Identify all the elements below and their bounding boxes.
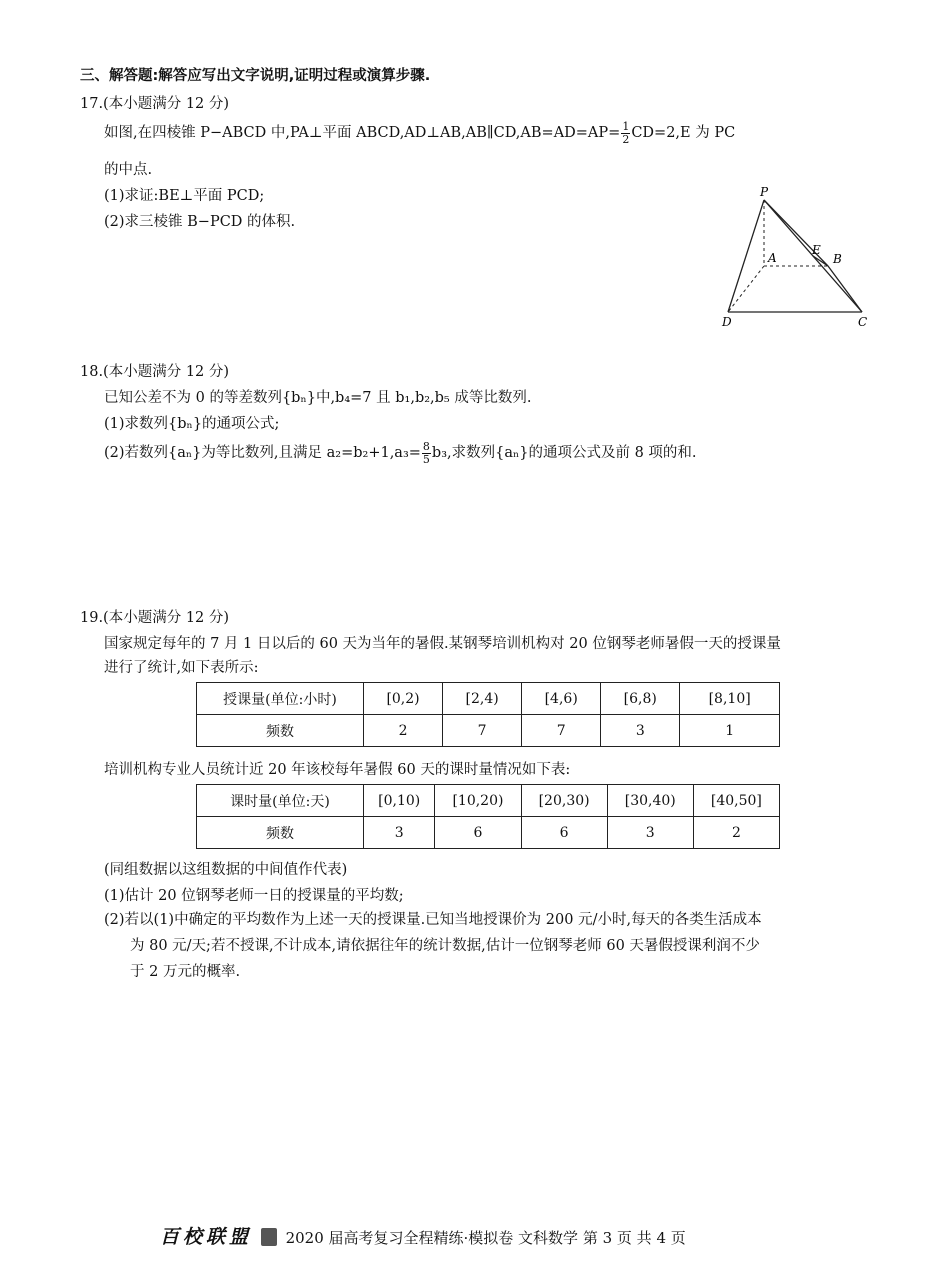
table-header-cell: [6,8)	[601, 683, 680, 715]
table-header-cell: [40,50]	[693, 785, 779, 817]
table-row	[197, 683, 780, 715]
label-P: P	[760, 185, 769, 199]
table-row	[197, 785, 780, 817]
page-footer	[160, 1222, 686, 1249]
table-row	[197, 817, 780, 849]
label-A: A	[768, 251, 777, 265]
table-header-cell: [0,2)	[364, 683, 443, 715]
q17-fraction: $\frac{1}{2}$	[622, 119, 630, 146]
table-cell: 7	[443, 715, 522, 747]
table-cell: 3	[607, 817, 693, 849]
table-header-cell: [8,10]	[680, 683, 780, 715]
table-header-cell: 课时量(单位:天)	[197, 785, 364, 817]
table-cell: 6	[521, 817, 607, 849]
q19-stem-line1: 国家规定每年的 7 月 1 日以后的 60 天为当年的暑假.某钢琴培训机构对 20 位钢琴老师暑假一天的授课量	[104, 636, 781, 652]
footer-text: 2020 届高考复习全程精练·模拟卷 文科数学 第 3 页 共 4 页	[285, 1229, 686, 1247]
q19-part2-line3: 于 2 万元的概率.	[130, 964, 241, 980]
q18-part2	[104, 440, 697, 466]
q17-header: 17.(本小题满分 12 分)	[80, 96, 230, 112]
table-cell: 2	[364, 715, 443, 747]
q18-header: 18.(本小题满分 12 分)	[80, 364, 230, 380]
table-cell: 6	[435, 817, 521, 849]
q18-part2-a: (2)若数列{aₙ}为等比数列,且满足 a₂=b₂+1,a₃=	[104, 445, 421, 461]
edge-BC	[828, 266, 862, 312]
q19-part1: (1)估计 20 位钢琴老师一日的授课量的平均数;	[104, 888, 404, 904]
table-header-cell: [10,20)	[435, 785, 521, 817]
edge-PD	[728, 200, 764, 312]
q17-stem-b: CD=2,E 为 PC	[631, 125, 736, 141]
label-D: D	[722, 315, 732, 329]
q17-stem-line2: 的中点.	[104, 162, 153, 178]
q17-part1: (1)求证:BE⊥平面 PCD;	[104, 188, 265, 204]
q19-mid-text: 培训机构专业人员统计近 20 年该校每年暑假 60 天的课时量情况如下表:	[104, 762, 571, 778]
class-days-table	[196, 784, 780, 849]
seal-icon	[261, 1228, 277, 1246]
label-C: C	[858, 315, 868, 329]
table-cell: 频数	[197, 715, 364, 747]
brand-logo: 百校联盟	[160, 1226, 253, 1248]
q18-part1: (1)求数列{bₙ}的通项公式;	[104, 416, 280, 432]
table-cell: 7	[522, 715, 601, 747]
table-header-cell: [2,4)	[443, 683, 522, 715]
q19-part2-line2: 为 80 元/天;若不授课,不计成本,请依据往年的统计数据,估计一位钢琴老师 60 天暑假授课利润不少	[130, 938, 760, 954]
label-B: B	[833, 252, 842, 266]
q19-part2-line1: (2)若以(1)中确定的平均数作为上述一天的授课量.已知当地授课价为 200 元/小时,每天的各类生活成本	[104, 912, 762, 928]
table-cell: 频数	[197, 817, 364, 849]
table-cell: 3	[364, 817, 435, 849]
table-cell: 3	[601, 715, 680, 747]
q18-part2-b: b₃,求数列{aₙ}的通项公式及前 8 项的和.	[431, 445, 697, 461]
table-row	[197, 715, 780, 747]
q18-fraction: $\frac{8}{5}$	[422, 439, 430, 466]
label-E: E	[812, 243, 821, 257]
table-header-cell: [4,6)	[522, 683, 601, 715]
q17-part2: (2)求三棱锥 B−PCD 的体积.	[104, 214, 296, 230]
q18-stem: 已知公差不为 0 的等差数列{bₙ}中,b₄=7 且 b₁,b₂,b₅ 成等比数列.	[104, 390, 532, 406]
q17-stem-a: 如图,在四棱锥 P−ABCD 中,PA⊥平面 ABCD,AD⊥AB,AB∥CD,AB=AD=AP=	[104, 125, 621, 141]
pyramid-figure	[712, 182, 882, 332]
q19-stem-line2: 进行了统计,如下表所示:	[104, 660, 259, 676]
table-cell: 2	[693, 817, 779, 849]
q19-header: 19.(本小题满分 12 分)	[80, 610, 230, 626]
section-heading: 三、解答题:解答应写出文字说明,证明过程或演算步骤.	[80, 68, 431, 84]
q19-note: (同组数据以这组数据的中间值作代表)	[104, 862, 348, 878]
table-header-cell: [30,40)	[607, 785, 693, 817]
table-header-cell: 授课量(单位:小时)	[197, 683, 364, 715]
edge-AD	[728, 266, 764, 312]
table-header-cell: [20,30)	[521, 785, 607, 817]
table-cell: 1	[680, 715, 780, 747]
teaching-hours-table	[196, 682, 780, 747]
table-header-cell: [0,10)	[364, 785, 435, 817]
q17-stem-line1	[104, 120, 735, 146]
